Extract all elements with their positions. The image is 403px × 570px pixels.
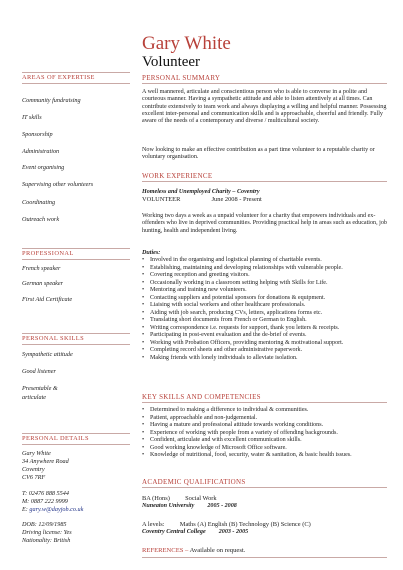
personal-skill-item: Presentable & [22, 385, 58, 392]
skill-item: • Knowledge of nutritional, food, security, water & sanitation, & basic health issues. [142, 452, 392, 460]
candidate-role: Volunteer [142, 54, 201, 70]
professional-item: German speaker [22, 280, 64, 287]
expertise-item: Outreach work [22, 216, 60, 223]
references-heading: REFERENCES – [142, 547, 189, 554]
duty-item: • Translating short documents from French or German to English. [142, 317, 392, 325]
professional-item: French speaker [22, 265, 61, 272]
expertise-item: Community fundraising [22, 97, 81, 104]
duty-item: • Mentoring and training new volunteers. [142, 287, 392, 295]
experience-dates: June 2008 - Present [211, 196, 262, 203]
skill-item: • Good working knowledge of Microsoft Office software. [142, 445, 392, 453]
duty-item: • Covering reception and greeting visitors. [142, 272, 392, 280]
degree-subject: Social Work [185, 495, 217, 502]
divider [22, 259, 130, 260]
address-line: CV6 7RF [22, 474, 46, 481]
divider [142, 402, 387, 403]
university-years: 2005 - 2008 [207, 503, 237, 509]
date-of-birth: DOB: 12/09/1985 [22, 521, 67, 528]
college-row [142, 529, 387, 536]
mobile-number: M: 0887 222 9999 [22, 498, 68, 505]
experience-title-row [142, 196, 387, 203]
references-text: Available on request. [189, 547, 246, 554]
personal-skills-heading: PERSONAL SKILLS [22, 335, 85, 342]
skill-item: • Experience of working with people from a variety of offending backgrounds. [142, 430, 392, 438]
divider [142, 83, 387, 84]
duty-item: • Participating in post-event evaluation and the de-brief of events. [142, 332, 392, 340]
degree-label: BA (Hons) [142, 495, 170, 502]
education-heading: ACADEMIC QUALIFICATIONS [142, 478, 246, 486]
experience-description: Working two days a week as a unpaid volunteer for a charity that empowers individuals and ex-offenders who live in deprived communities. Providing practical help in areas such as education, job hunting, health and independent living. [142, 213, 387, 234]
experience-title: VOLUNTEER [142, 196, 181, 203]
divider [22, 433, 130, 434]
duty-item: • Making friends with lonely individuals to alleviate isolation. [142, 355, 392, 363]
personal-skill-item: articulate [22, 394, 47, 401]
summary-paragraph: A well mannered, articulate and conscientious person who is able to converse in a polite and courteous manner. Having a sympathetic attitude and able to listen attentively at all times. Can contribute extensively to team work and always displaying a willing and helpful manner. Possessing excellent inter-personal and communication skills and is approachable, cheerful and friendly. Fully aware of the needs of a contemporary and diverse / multicultural society. [142, 89, 387, 125]
references-row [142, 547, 387, 554]
professional-heading: PROFESSIONAL [22, 250, 74, 257]
duties-list [142, 257, 392, 362]
college-years: 2003 - 2005 [218, 529, 249, 535]
summary-heading: PERSONAL SUMMARY [142, 74, 221, 82]
duty-item: • Involved in the organising and logistical planning of charitable events. [142, 257, 392, 265]
university-name: Nuneaton University [142, 503, 195, 509]
experience-organisation: Homeless and Unemployed Charity – Coventry [142, 189, 260, 195]
divider [142, 557, 387, 558]
expertise-item: Supervising other volunteers [22, 181, 94, 188]
personal-details-heading: PERSONAL DETAILS [22, 435, 89, 442]
personal-skill-item: Good listener [22, 368, 56, 375]
skill-item: • Determined to making a difference to individual & communities. [142, 407, 392, 415]
divider [22, 333, 130, 334]
skills-list [142, 407, 392, 460]
email-prefix: E: [22, 506, 28, 513]
duty-item: • Completing record sheets and other administrative paperwork. [142, 347, 392, 355]
duty-item: • Working with Probation Officers, providing mentoring & motivational support. [142, 340, 392, 348]
duty-item: • Writing correspondence i.e. requests for support, thank you letters & receipts. [142, 325, 392, 333]
expertise-heading: AREAS OF EXPERTISE [22, 74, 95, 81]
candidate-name: Gary White [142, 33, 231, 54]
expertise-item: Administration [22, 148, 60, 155]
experience-heading: WORK EXPERIENCE [142, 172, 213, 180]
college-name: Coventry Central College [142, 529, 206, 535]
duty-item: • Occasionally working in a classroom setting helping with Skills for Life. [142, 280, 392, 288]
email-row [22, 506, 83, 513]
professional-item: First Aid Certificate [22, 296, 73, 303]
nationality: Nationality: British [22, 537, 71, 544]
duties-label: Duties: [142, 250, 161, 256]
skill-item: • Patient, approachable and non-judgemental. [142, 415, 392, 423]
divider [22, 344, 130, 345]
skills-heading: KEY SKILLS AND COMPETENCIES [142, 393, 261, 401]
duty-item: • Establishing, maintaining and developing relationships with vulnerable people. [142, 265, 392, 273]
personal-skill-item: Sympathetic attitude [22, 351, 73, 358]
divider [142, 181, 387, 182]
summary-paragraph: Now looking to make an effective contribution as a part time volunteer to a reputable charity or voluntary organisation. [142, 147, 375, 161]
expertise-item: IT skills [22, 114, 42, 121]
divider [22, 83, 130, 84]
degree-row [142, 495, 387, 502]
address-line: Coventry [22, 466, 45, 473]
address-line: 34 Anywhere Road [22, 458, 69, 465]
duty-item: • Aiding with job search, producing CVs, letters, applications forms etc. [142, 310, 392, 318]
alevel-label: A levels: [142, 521, 165, 528]
alevel-subjects: Maths (A) English (B) Technology (B) Science (C) [179, 521, 311, 528]
university-row [142, 503, 387, 510]
phone-number: T: 02476 888 5544 [22, 490, 69, 497]
skill-item: • Confident, articulate and with excellent communication skills. [142, 437, 392, 445]
duty-item: • Contacting suppliers and potential sponsors for donations & equipment. [142, 295, 392, 303]
skill-item: • Having a mature and professional attitude towards working conditions. [142, 422, 392, 430]
email-link[interactable]: gary.w@dayjob.co.uk [29, 506, 84, 513]
expertise-item: Coordinating [22, 199, 56, 206]
address-line: Gary White [22, 450, 51, 457]
duty-item: • Liaising with social workers and other healthcare professionals. [142, 302, 392, 310]
alevel-row [142, 521, 387, 528]
divider [22, 248, 130, 249]
divider [22, 444, 130, 445]
divider [22, 72, 130, 73]
expertise-item: Sponsorship [22, 131, 53, 138]
expertise-item: Event organising [22, 164, 65, 171]
driving-licence: Driving license: Yes [22, 529, 72, 536]
divider [142, 487, 387, 488]
